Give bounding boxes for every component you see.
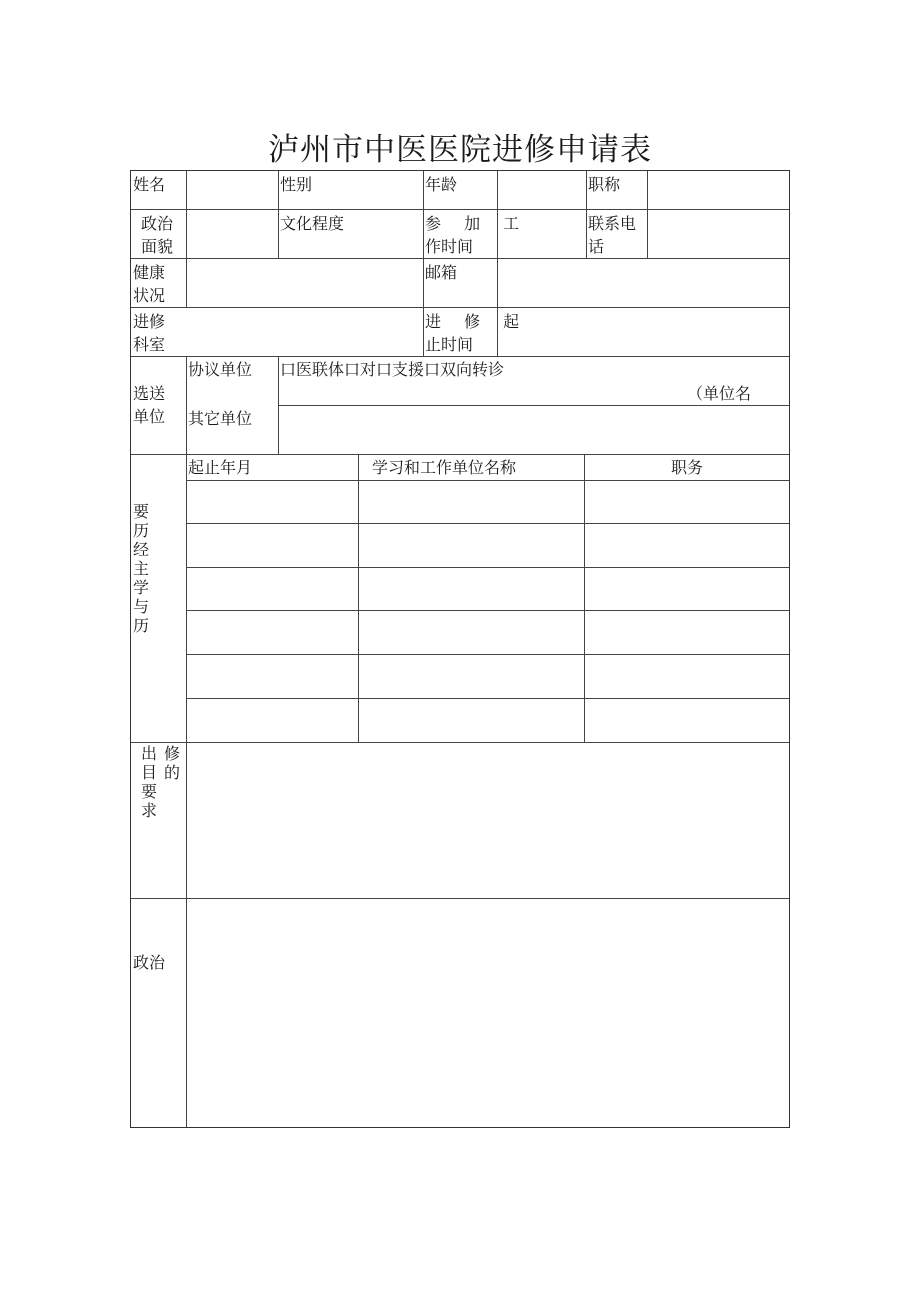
history-cell[interactable] bbox=[187, 611, 357, 653]
health-field[interactable] bbox=[187, 259, 422, 306]
history-cell[interactable] bbox=[359, 524, 583, 566]
label-political: 政治 bbox=[141, 214, 174, 233]
phone-field[interactable] bbox=[648, 210, 788, 257]
label-phone: 联系电 bbox=[588, 214, 637, 233]
purpose-field[interactable] bbox=[187, 743, 788, 897]
history-cell[interactable] bbox=[585, 568, 788, 609]
agreement-options[interactable]: 口医联体口对口支援口双向转诊 bbox=[280, 360, 505, 379]
label-purpose-2: 修的 bbox=[164, 744, 181, 782]
row-divider bbox=[131, 356, 789, 357]
label-send-unit-2: 单位 bbox=[133, 407, 166, 426]
history-col-position: 职务 bbox=[671, 458, 704, 477]
label-agreement-unit: 协议单位 bbox=[188, 360, 253, 379]
email-field[interactable] bbox=[498, 259, 788, 306]
label-work-start: 参 加 工 bbox=[425, 214, 529, 233]
label-health-2: 状况 bbox=[133, 286, 166, 305]
political-field[interactable] bbox=[187, 210, 277, 257]
label-email: 邮箱 bbox=[425, 263, 458, 282]
history-cell[interactable] bbox=[585, 611, 788, 653]
history-col-period: 起止年月 bbox=[188, 458, 253, 477]
label-political-2: 面貌 bbox=[141, 237, 174, 256]
education-field[interactable] bbox=[279, 231, 422, 257]
label-send-unit: 选送 bbox=[133, 384, 166, 403]
history-cell[interactable] bbox=[585, 699, 788, 741]
label-age: 年龄 bbox=[425, 175, 458, 194]
label-job-title: 职称 bbox=[588, 175, 621, 194]
history-cell[interactable] bbox=[585, 481, 788, 522]
history-cell[interactable] bbox=[187, 699, 357, 741]
label-phone-2: 话 bbox=[588, 237, 605, 256]
gender-field[interactable] bbox=[279, 172, 422, 208]
history-cell[interactable] bbox=[359, 655, 583, 697]
politics-field[interactable] bbox=[187, 899, 788, 1127]
history-cell[interactable] bbox=[187, 655, 357, 697]
history-cell[interactable] bbox=[187, 524, 357, 566]
period-field[interactable] bbox=[498, 308, 788, 355]
label-gender: 性别 bbox=[280, 175, 313, 194]
history-cell[interactable] bbox=[585, 524, 788, 566]
label-period-2: 止时间 bbox=[425, 335, 474, 354]
label-unit-name: （单位名 bbox=[687, 384, 752, 403]
history-cell[interactable] bbox=[359, 568, 583, 609]
col-divider bbox=[586, 171, 587, 258]
label-education: 文化程度 bbox=[280, 214, 345, 233]
history-cell[interactable] bbox=[359, 699, 583, 741]
name-field[interactable] bbox=[187, 172, 277, 208]
age-field[interactable] bbox=[498, 172, 585, 208]
label-work-start-2: 作时间 bbox=[425, 237, 474, 256]
history-col-org: 学习和工作单位名称 bbox=[372, 458, 517, 477]
history-cell[interactable] bbox=[187, 568, 357, 609]
job-title-field[interactable] bbox=[648, 172, 788, 208]
history-cell[interactable] bbox=[359, 611, 583, 653]
label-purpose: 出目要求 bbox=[141, 744, 158, 820]
department-field[interactable] bbox=[187, 308, 422, 355]
history-cell[interactable] bbox=[585, 655, 788, 697]
work-start-field[interactable] bbox=[498, 210, 585, 257]
label-department: 进修 bbox=[133, 312, 166, 331]
label-history: 要历经主学与历 bbox=[133, 502, 150, 635]
history-cell[interactable] bbox=[187, 481, 357, 522]
other-unit-field[interactable] bbox=[279, 406, 788, 453]
form-title: 泸州市中医医院进修申请表 bbox=[268, 132, 652, 168]
application-form bbox=[130, 170, 790, 1128]
label-name: 姓名 bbox=[133, 175, 166, 194]
label-other-unit: 其它单位 bbox=[188, 409, 253, 428]
label-department-2: 科室 bbox=[133, 335, 166, 354]
label-politics: 政治 bbox=[133, 953, 166, 972]
label-health: 健康 bbox=[133, 263, 166, 282]
history-cell[interactable] bbox=[359, 481, 583, 522]
row-divider bbox=[131, 454, 789, 455]
label-period: 进 修 起 bbox=[425, 312, 529, 331]
col-divider bbox=[423, 171, 424, 356]
